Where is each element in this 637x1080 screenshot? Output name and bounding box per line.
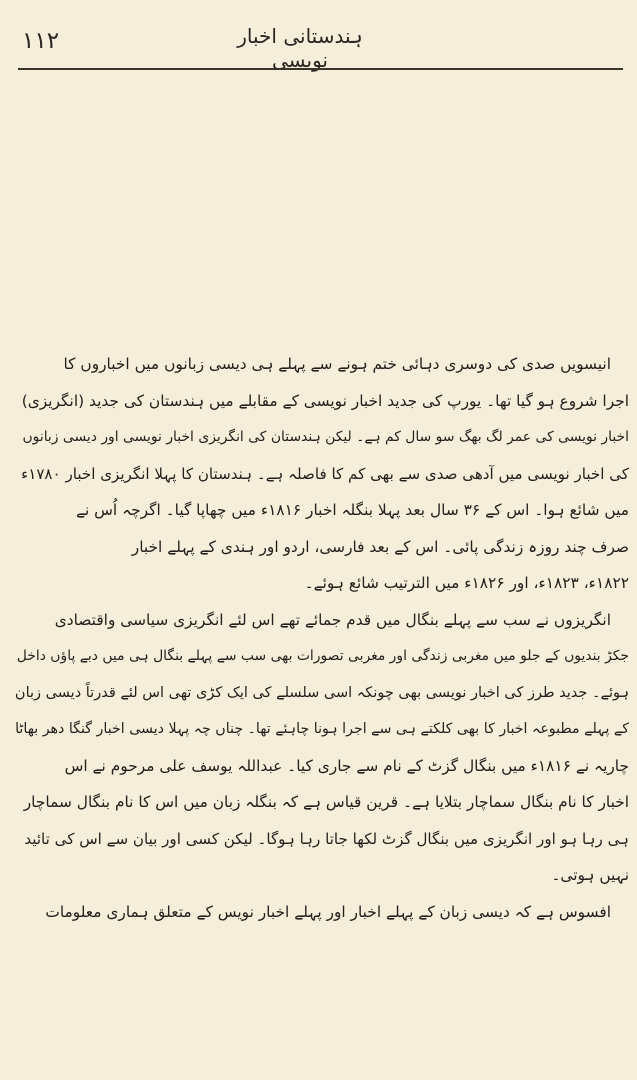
text-line: افسوس ہے کہ دیسی زبان کے پہلے اخبار اور پہلے اخبار نویس کے متعلق ہماری معلومات <box>45 902 611 921</box>
page-number: ۱۱۲ <box>22 28 60 54</box>
text-line: ہی رہا ہو اور انگریزی میں بنگال گزٹ لکھا جاتا رہا ہوگا۔ لیکن کسی اور بیان سے اس کی تائید <box>24 829 629 848</box>
text-line: کے پہلے مطبوعہ اخبار کا بھی کلکتے ہی سے اجرا ہونا چاہئے تھا۔ چناں چہ پہلا دیسی اخبار گنگا دھر بھاٹا <box>15 721 629 737</box>
text-line: اخبار کا نام بنگال سماچار بتلایا ہے۔ قرین قیاس ہے کہ بنگلہ زبان میں اس کا نام بنگال سماچار <box>23 793 629 811</box>
body-text <box>14 346 629 930</box>
text-line: چاریہ نے ۱۸۱۶ء میں بنگال گزٹ کے نام سے جاری کیا۔ عبداللہ یوسف علی مرحوم نے اس <box>64 756 629 775</box>
text-line: میں شائع ہوا۔ اس کے ۳۶ سال بعد پہلا بنگلہ اخبار ۱۸۱۶ء میں چھاپا گیا۔ اگرچہ اُس نے <box>75 501 629 519</box>
text-line: ہوئے۔ جدید طرز کی اخبار نویسی بھی چونکہ اسی سلسلے کی ایک کڑی تھی اس لئے قدرتاً دیسی زبان <box>14 684 629 701</box>
text-line: اخبار نویسی کی عمر لگ بھگ سو سال کم ہے۔ لیکن ہندستان کی انگریزی اخبار نویسی اور دیسی زبانوں <box>22 429 629 445</box>
text-line: نہیں ہوتی۔ <box>551 866 629 884</box>
text-line: انیسویں صدی کی دوسری دہائی ختم ہونے سے پہلے ہی دیسی زبانوں میں اخباروں کا <box>63 355 611 373</box>
text-line: صرف چند روزہ زندگی پائی۔ اس کے بعد فارسی، اردو اور ہندی کے پہلے اخبار <box>131 537 629 556</box>
running-header-title: ہندستانی اخبار نویسی <box>237 24 363 72</box>
text-line: ۱۸۲۲ء، ۱۸۲۳ء، اور ۱۸۲۶ء میں الترتیب شائع ہوئے۔ <box>304 574 629 592</box>
header-divider <box>18 68 623 70</box>
text-line: جکڑ بندیوں کے جلو میں مغربی زندگی اور مغربی تصورات بھی سب سے پہلے بنگال ہی میں دبے پاؤں داخل <box>16 648 629 664</box>
text-line: انگریزوں نے سب سے پہلے بنگال میں قدم جمائے تھے اس لئے انگریزی سیاسی واقتصادی <box>54 610 611 629</box>
text-line: اجرا شروع ہو گیا تھا۔ یورپ کی جدید اخبار نویسی کے مقابلے میں ہندستان کی جدید (انگریزی) <box>21 391 629 410</box>
text-line: کی اخبار نویسی میں آدھی صدی سے بھی کم کا فاصلہ ہے۔ ہندستان کا پہلا انگریزی اخبار ۱۷۸۰ء <box>21 464 629 483</box>
